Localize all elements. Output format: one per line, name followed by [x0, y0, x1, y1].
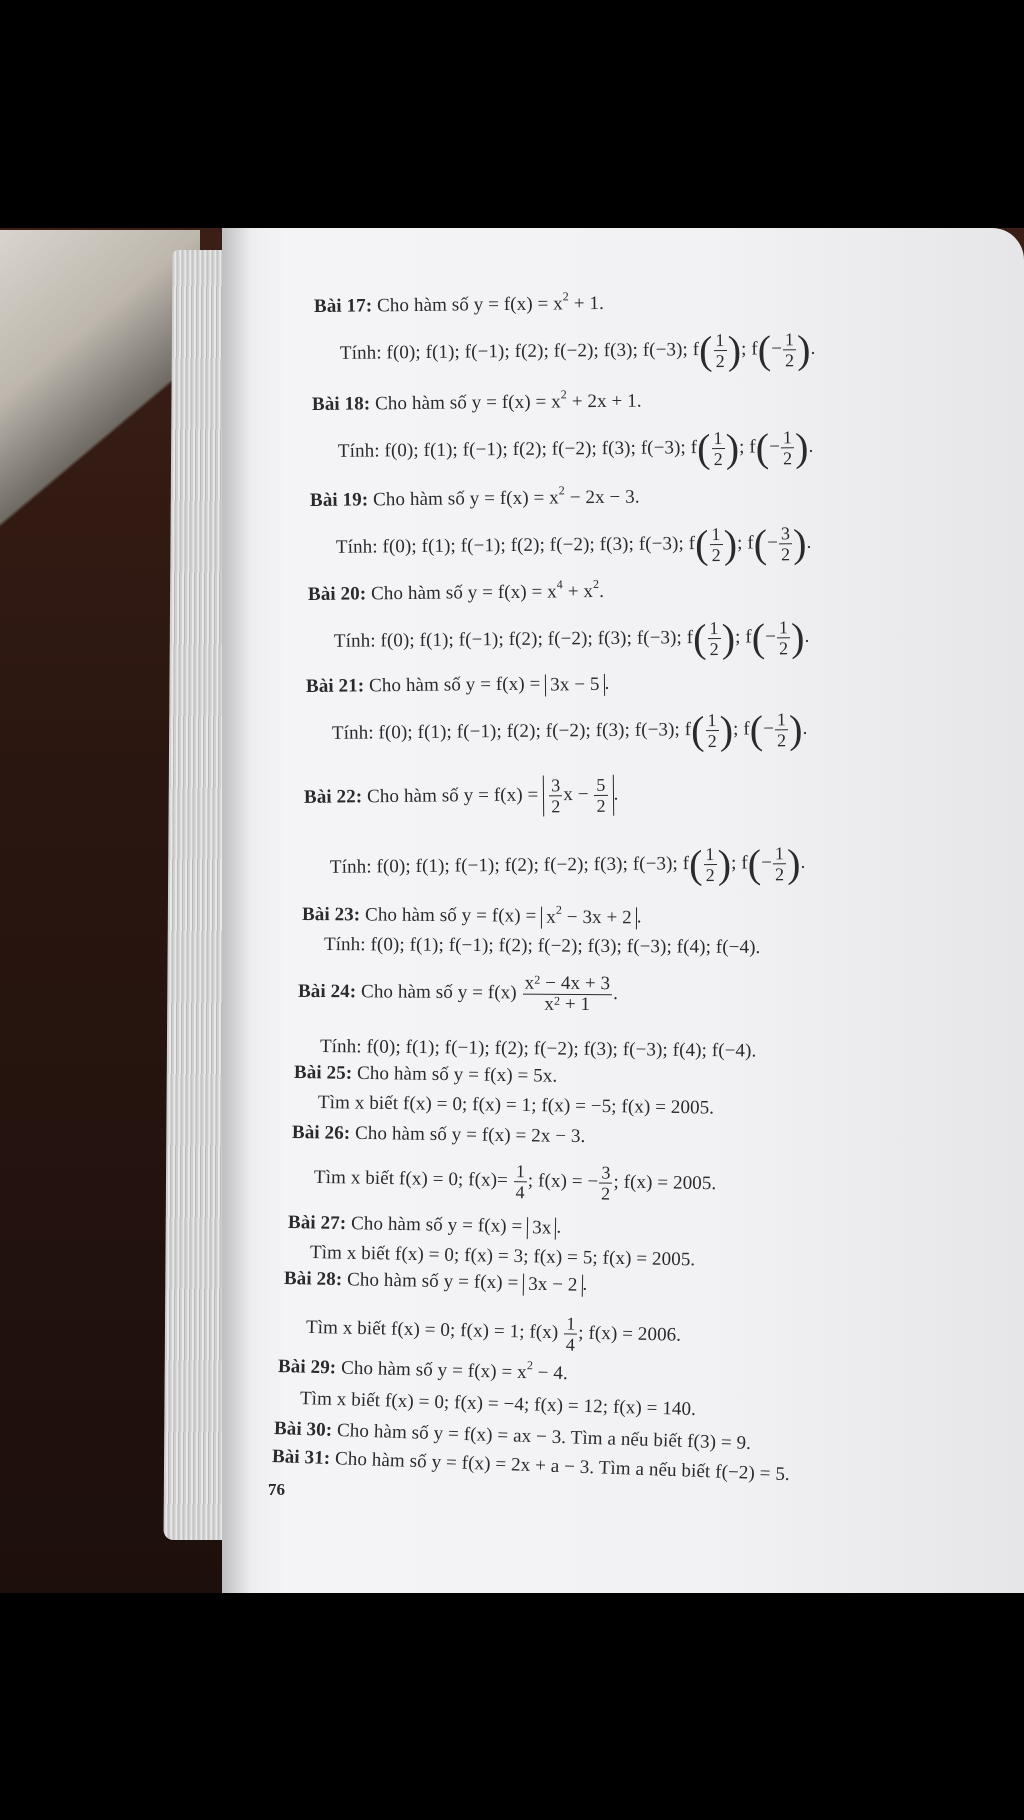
problem-26-tim [314, 1158, 717, 1205]
problem-22-tinh [329, 840, 806, 889]
exponent: 2 [562, 289, 569, 304]
exponent: 2 [555, 902, 563, 917]
den-text: + 1 [560, 993, 591, 1016]
denominator: 4 [565, 1334, 576, 1355]
exponent: 4 [556, 577, 563, 592]
num-text: − 4x + 3 [540, 972, 611, 995]
numerator: 3 [779, 523, 792, 544]
problem-label: Bài 19: [309, 489, 369, 511]
numerator: 1 [777, 617, 790, 638]
end-punct: . [808, 435, 814, 457]
problem-text: Cho hàm số y = f(x) = x [372, 487, 559, 511]
problem-25 [294, 1062, 558, 1088]
sign: − [771, 338, 783, 360]
paren: ( [696, 425, 711, 471]
problem-text: Cho hàm số y = f(x) = [366, 784, 544, 808]
end-punct: . [804, 625, 810, 647]
problem-label: Bài 21: [305, 675, 365, 697]
numerator: 1 [707, 618, 720, 639]
fraction [777, 617, 791, 658]
denominator: 2 [711, 544, 721, 566]
problem-text: . [599, 580, 605, 602]
tinh-text: Tính: f(0); f(1); f(−1); f(2); f(−2); f(3); f(−3); f(4); f(−4). [323, 934, 761, 959]
paren: ( [690, 707, 705, 753]
problem-text: Cho hàm số y = f(x) = x [376, 293, 563, 317]
denominator: 2 [713, 448, 723, 470]
page-gutter-shadow [222, 228, 252, 1593]
fraction [773, 843, 787, 884]
sign: − [761, 852, 773, 874]
page-content [222, 228, 1024, 1593]
denominator: 4 [515, 1182, 525, 1203]
problem-29-tim [300, 1388, 697, 1421]
problem-text: Cho hàm số y = f(x) = [368, 673, 546, 697]
abs-text: x [546, 906, 556, 928]
fraction [709, 524, 723, 565]
exponent: 2 [592, 576, 600, 592]
numerator: 1 [514, 1161, 527, 1182]
problem-23 [302, 904, 642, 929]
paren: ) [786, 840, 801, 886]
absolute-value [543, 775, 614, 817]
problem-label: Bài 25: [293, 1062, 353, 1084]
problem-21 [306, 673, 610, 699]
problem-text: Cho hàm số y = f(x) = [365, 904, 542, 927]
sign: − [765, 626, 777, 648]
denominator: 2 [596, 795, 606, 816]
paren: ( [688, 841, 703, 887]
fraction [707, 618, 721, 659]
problem-text: Cho hàm số y = f(x) = 2x + a − 3. Tìm a nếu biết f(−2) = 5. [334, 1448, 791, 1486]
numerator: 1 [705, 710, 718, 731]
denominator: 2 [600, 1183, 611, 1204]
problem-label: Bài 22: [303, 786, 363, 808]
paren: ) [719, 707, 734, 753]
tim-text: Tìm x biết f(x) = 0; f(x) = 1; f(x) = −5; f(x) = 2005. [317, 1092, 715, 1119]
separator: ; f [734, 626, 752, 648]
denominator: 2 [777, 730, 787, 751]
numerator: 1 [783, 329, 796, 350]
numerator: 5 [594, 775, 607, 796]
problem-18-tinh [337, 424, 814, 473]
problem-text: Cho hàm số y = f(x) = [346, 1269, 524, 1294]
numerator: 3 [599, 1162, 612, 1183]
tim-text: Tìm x biết f(x) = 0; f(x) = −4; f(x) = 12; f(x) = 140. [299, 1388, 697, 1421]
fraction [705, 710, 719, 751]
den-text: x [544, 993, 555, 1015]
problem-text: Cho hàm số y = f(x) [361, 981, 522, 1004]
problem-text: x − [563, 783, 594, 806]
book-page [222, 228, 1024, 1593]
problem-23-tinh [324, 934, 761, 959]
sign: − [763, 718, 775, 740]
problem-20 [307, 576, 605, 606]
problem-28 [284, 1268, 588, 1296]
paren: ( [749, 706, 764, 753]
fraction [599, 1162, 613, 1203]
problem-label: Bài 30: [273, 1418, 333, 1441]
paren: ) [725, 425, 740, 471]
absolute-value [541, 902, 637, 929]
paren: ) [721, 615, 736, 661]
problem-21-tinh [331, 706, 808, 755]
numerator: 3 [549, 775, 562, 796]
tim-text: ; f(x) = − [527, 1170, 599, 1193]
problem-27 [288, 1212, 562, 1239]
numerator: 1 [775, 709, 788, 730]
exponent: 2 [526, 1358, 534, 1373]
paren: ( [751, 614, 766, 661]
problem-text: . [613, 783, 619, 805]
paren: ) [790, 614, 805, 660]
problem-26 [292, 1122, 586, 1148]
tinh-text: Tính: f(0); f(1); f(−1); f(2); f(−2); f(3); f(−3); f [339, 339, 700, 364]
problem-text: Cho hàm số y = f(x) = 2x − 3. [354, 1122, 586, 1148]
numerator: 1 [703, 844, 716, 865]
fraction [522, 974, 612, 1016]
problem-17 [313, 289, 605, 318]
fraction [513, 1161, 527, 1202]
problem-label: Bài 28: [283, 1268, 343, 1291]
problem-label: Bài 18: [311, 393, 371, 415]
exponent: 2 [534, 972, 541, 987]
paren: ) [727, 327, 742, 373]
problem-text: . [613, 983, 619, 1005]
problem-label: Bài 24: [297, 980, 357, 1003]
absolute-value: 3x − 2 [523, 1273, 583, 1296]
problem-24-tinh [320, 1036, 757, 1063]
problem-17-tinh [339, 326, 816, 375]
paren: ( [753, 520, 768, 567]
denominator: 2 [715, 350, 725, 372]
problem-text: Cho hàm số y = f(x) = [350, 1213, 528, 1238]
fraction [783, 329, 797, 370]
problem-text: Cho hàm số y = f(x) = x [370, 581, 557, 605]
problem-18 [311, 387, 642, 416]
problem-19 [309, 483, 640, 512]
denominator: 2 [707, 730, 717, 752]
problem-20-tinh [333, 614, 810, 663]
problem-label: Bài 17: [313, 295, 373, 317]
fraction [779, 523, 793, 564]
problem-text: . [556, 1216, 562, 1238]
exponent: 2 [560, 387, 567, 402]
numerator [523, 974, 613, 996]
numerator: 1 [781, 427, 794, 448]
tinh-text: Tính: f(0); f(1); f(−1); f(2); f(−2); f(3); f(−3); f [333, 627, 694, 652]
problem-text: . [582, 1273, 588, 1295]
paren: ( [692, 615, 707, 661]
problem-label: Bài 26: [291, 1122, 351, 1144]
separator: ; f [738, 436, 756, 458]
denominator: 2 [709, 638, 719, 660]
paren: ( [755, 424, 770, 471]
numerator: 1 [713, 330, 726, 351]
end-punct: . [806, 531, 812, 553]
paren: ) [788, 706, 803, 752]
numerator: 1 [711, 428, 724, 449]
problem-19-tinh [335, 520, 812, 569]
denominator: 2 [775, 864, 785, 885]
paren: ( [747, 840, 762, 887]
denominator: 2 [783, 448, 793, 469]
tinh-text: Tính: f(0); f(1); f(−1); f(2); f(−2); f(3); f(−3); f [331, 719, 692, 744]
problem-24 [298, 972, 618, 1015]
tim-text: Tìm x biết f(x) = 0; f(x) = 1; f(x) [305, 1316, 564, 1344]
denominator: 2 [785, 350, 795, 371]
denominator: 2 [705, 864, 715, 886]
denominator: 2 [551, 796, 561, 817]
problem-text: . [604, 672, 610, 694]
tinh-text: Tính: f(0); f(1); f(−1); f(2); f(−2); f(3); f(−3); f [335, 533, 696, 558]
tinh-text: Tính: f(0); f(1); f(−1); f(2); f(−2); f(3); f(−3); f(4); f(−4). [319, 1036, 757, 1062]
problem-28-tim [306, 1308, 682, 1357]
problem-text: + 2x + 1. [566, 390, 642, 413]
paren: ) [792, 520, 807, 566]
numerator: 1 [564, 1313, 578, 1334]
problem-text: Cho hàm số y = f(x) = 5x. [356, 1062, 558, 1087]
paren: ( [757, 326, 772, 373]
problem-text: + x [562, 581, 594, 603]
problem-29 [278, 1356, 568, 1385]
problem-label: Bài 29: [277, 1356, 337, 1379]
separator: ; f [736, 532, 754, 554]
separator: ; f [732, 718, 750, 740]
paren: ( [698, 327, 713, 373]
tinh-text: Tính: f(0); f(1); f(−1); f(2); f(−2); f(3); f(−3); f [337, 437, 698, 462]
problem-25-tim [318, 1092, 714, 1120]
sign: − [769, 436, 781, 458]
problem-label: Bài 27: [287, 1212, 347, 1235]
fraction [775, 709, 789, 750]
num-text: x [524, 972, 535, 994]
exponent: 2 [558, 483, 565, 498]
tim-text: ; f(x) = 2006. [578, 1322, 682, 1346]
problem-text: Cho hàm số y = f(x) = ax − 3. Tìm a nếu biết f(3) = 9. [336, 1419, 752, 1454]
separator: ; f [730, 852, 748, 874]
paren: ) [717, 841, 732, 887]
paren: ) [796, 326, 811, 372]
absolute-value: 3x [527, 1217, 557, 1240]
problem-text: − 4. [532, 1362, 569, 1385]
paren: ( [694, 521, 709, 567]
denominator: 2 [779, 638, 789, 659]
fraction [713, 330, 727, 371]
absolute-value: 3x − 5 [545, 674, 605, 697]
problem-text: . [636, 906, 642, 928]
separator: ; f [740, 338, 758, 360]
end-punct: . [800, 851, 806, 873]
problem-text: Cho hàm số y = f(x) = x [374, 391, 561, 415]
exponent: 2 [553, 993, 561, 1008]
tim-text: Tìm x biết f(x) = 0; f(x) = 3; f(x) = 5; f(x) = 2005. [309, 1242, 696, 1271]
denominator: 2 [781, 544, 791, 565]
end-punct: . [810, 337, 816, 359]
abs-text: − 3x + 2 [561, 906, 632, 928]
page-number: 76 [268, 1480, 285, 1499]
problem-label: Bài 31: [271, 1446, 331, 1470]
numerator: 1 [773, 843, 786, 864]
fraction [711, 428, 725, 469]
problem-text: Cho hàm số y = f(x) = x [340, 1357, 528, 1384]
problem-27-tim [310, 1242, 696, 1271]
problem-label: Bài 23: [301, 904, 361, 926]
numerator: 1 [709, 524, 722, 545]
fraction [549, 775, 563, 816]
end-punct: . [802, 717, 808, 739]
problem-text: + 1. [568, 292, 605, 315]
tim-text: Tìm x biết f(x) = 0; f(x)= [313, 1166, 513, 1191]
paren: ) [794, 424, 809, 470]
problem-label: Bài 20: [307, 583, 367, 605]
fraction [703, 844, 717, 885]
denominator [522, 995, 612, 1016]
problem-text: − 2x − 3. [564, 486, 640, 509]
tinh-text: Tính: f(0); f(1); f(−1); f(2); f(−2); f(3); f(−3); f [329, 853, 690, 878]
sign: − [767, 532, 779, 554]
tim-text: ; f(x) = 2005. [613, 1171, 717, 1195]
paren: ) [723, 521, 738, 567]
fraction [594, 775, 608, 816]
fraction [781, 427, 795, 468]
problem-22 [304, 775, 619, 819]
fraction [564, 1313, 578, 1354]
